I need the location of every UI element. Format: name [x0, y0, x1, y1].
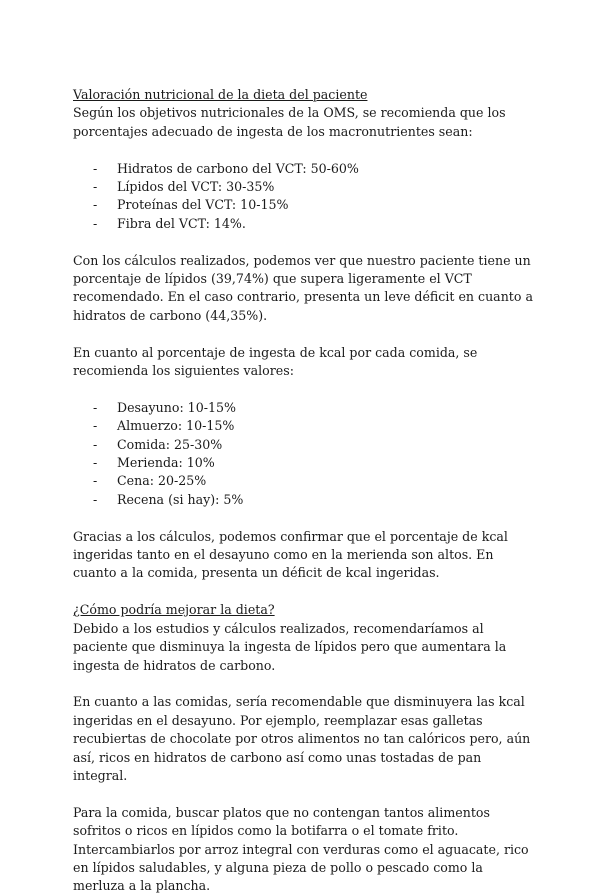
spacer [73, 380, 533, 398]
section-heading-nutritional-assessment: Valoración nutricional de la dieta del paciente [73, 87, 368, 102]
spacer [73, 509, 533, 527]
meal-kcal-list [73, 399, 533, 509]
list-item: - Fibra del VCT: 14%. [93, 215, 533, 233]
list-item: - Almuerzo: 10-15% [93, 417, 533, 435]
list-item: - Lípidos del VCT: 30-35% [93, 178, 533, 196]
list-item: - Cena: 20-25% [93, 472, 533, 490]
document-page [73, 86, 533, 896]
list-item: - Hidratos de carbono del VCT: 50-60% [93, 160, 533, 178]
spacer [73, 233, 533, 251]
spacer [73, 583, 533, 601]
spacer [73, 675, 533, 693]
paragraph-lunch-advice: Para la comida, buscar platos que no contengan tantos alimentos sofritos o ricos en lípidos como la botifarra o el tomate frito. Intercambiarlos por arroz integral con verduras como el aguacate, rico en lípidos saludables, y alguna pieza de pollo o pescado como la merluza a la plancha. [73, 804, 529, 894]
list-item: - Desayuno: 10-15% [93, 399, 533, 417]
list-item: - Recena (si hay): 5% [93, 491, 533, 509]
spacer [73, 785, 533, 803]
macronutrient-list [73, 160, 533, 234]
list-item: - Proteínas del VCT: 10-15% [93, 196, 533, 214]
paragraph-who-objectives: Según los objetivos nutricionales de la OMS, se recomienda que los porcentajes adecuado de ingesta de los macronutrientes sean: [73, 105, 506, 139]
paragraph-breakfast-advice: En cuanto a las comidas, sería recomendable que disminuyera las kcal ingeridas en el desayuno. Por ejemplo, reemplazar esas galletas recubiertas de chocolate por otros alimentos no tan calóricos pero, aún así, ricos en hidratos de carbono así como unas tostadas de pan integral. [73, 694, 531, 783]
paragraph-recommendation: Debido a los estudios y cálculos realizados, recomendaríamos al paciente que disminuya la ingesta de lípidos pero que aumentara la ingesta de hidratos de carbono. [73, 620, 507, 673]
list-item: - Comida: 25-30% [93, 436, 533, 454]
section-heading-diet-improvement: ¿Cómo podría mejorar la dieta? [73, 602, 275, 618]
list-item: - Merienda: 10% [93, 454, 533, 472]
spacer [73, 325, 533, 343]
spacer [73, 141, 533, 159]
paragraph-meals-conclusion: Gracias a los cálculos, podemos confirmar que el porcentaje de kcal ingeridas tanto en el desayuno como en la merienda son altos. En cuanto a la comida, presenta un déficit de kcal ingeridas. [73, 528, 508, 581]
paragraph-meals-intro: En cuanto al porcentaje de ingesta de kcal por cada comida, se recomienda los siguientes valores: [73, 344, 478, 379]
paragraph-lipid-analysis: Con los cálculos realizados, podemos ver que nuestro paciente tiene un porcentaje de lípidos (39,74%) que supera ligeramente el VCT recomendado. En el caso contrario, presenta un leve déficit en cuanto a hidratos de carbono (44,35%). [73, 252, 533, 323]
